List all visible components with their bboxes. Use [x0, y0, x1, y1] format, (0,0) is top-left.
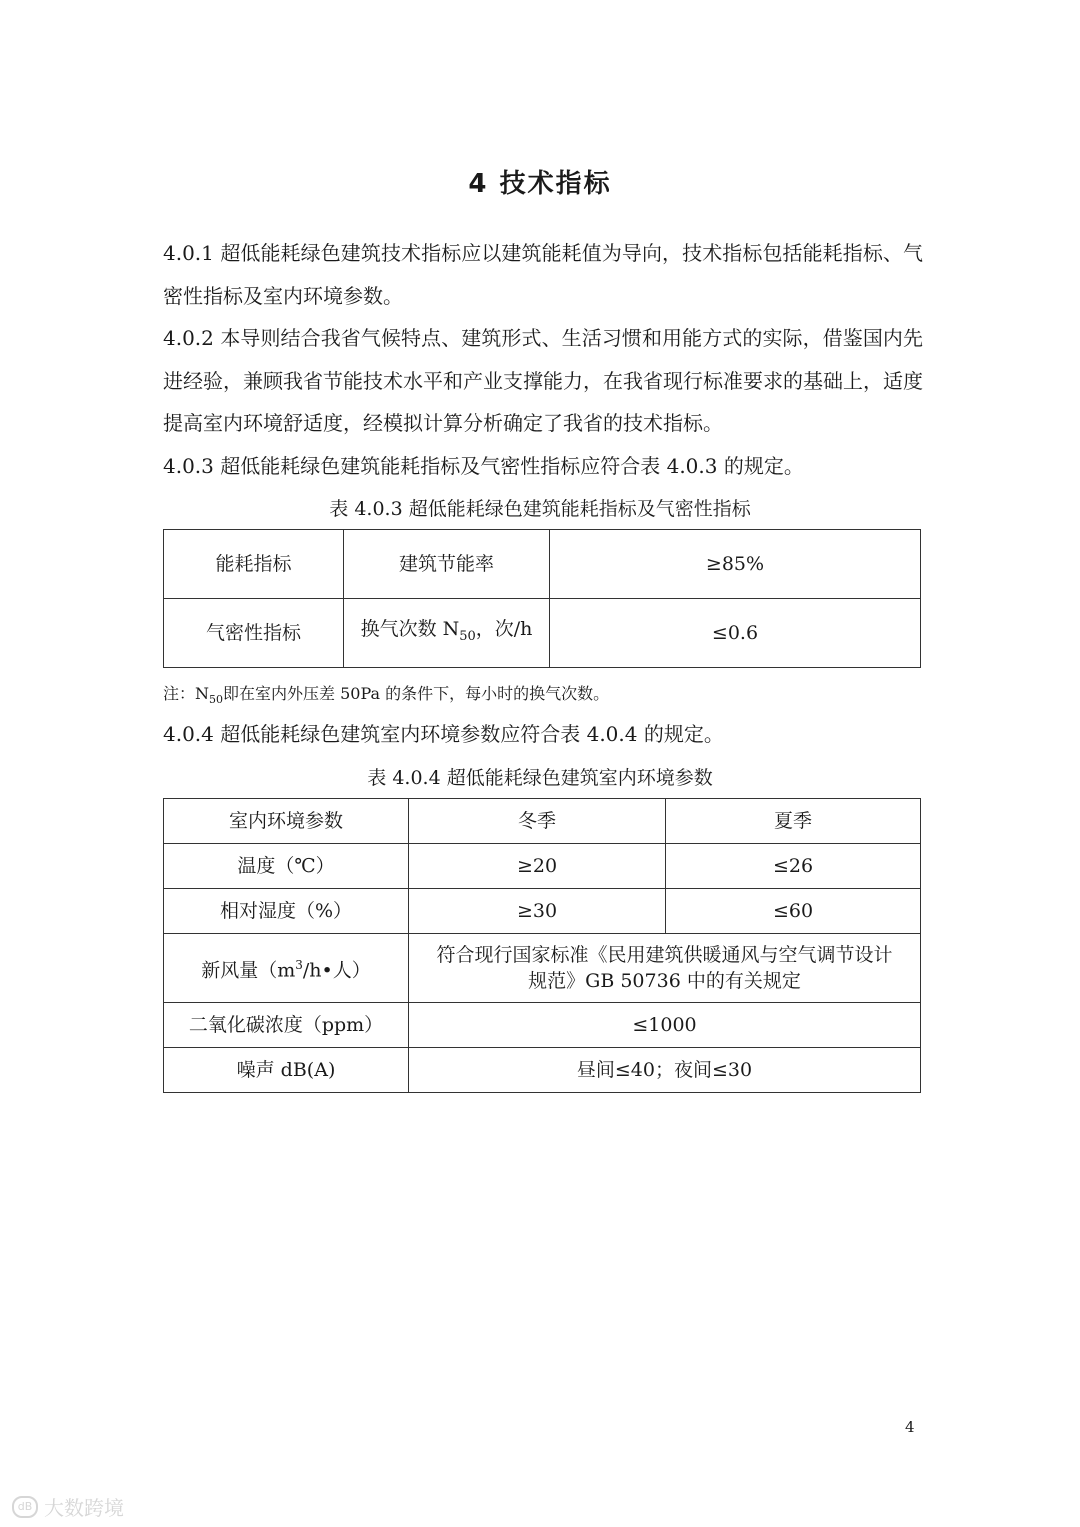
table-cell: 相对湿度（%） [164, 889, 409, 934]
table1-caption: 表 4.0.3 超低能耗绿色建筑能耗指标及气密性指标 [329, 498, 751, 520]
cell-text: 新风量（m [201, 959, 296, 982]
table-row [164, 1003, 921, 1048]
table-cell: ≤60 [666, 889, 921, 934]
table-cell: ≤26 [666, 844, 921, 889]
cell-text: /h•人） [302, 959, 371, 982]
table-cell: 气密性指标 [164, 599, 344, 668]
table-cell: ≤0.6 [550, 599, 921, 668]
paragraph-4-0-3: 4.0.3 超低能耗绿色建筑能耗指标及气密性指标应符合表 4.0.3 的规定。 [163, 454, 804, 478]
table-cell: 噪声 dB(A) [164, 1048, 409, 1093]
table-header-cell: 室内环境参数 [164, 799, 409, 844]
table-cell [344, 599, 550, 668]
cell-text-line: 符合现行国家标准《民用建筑供暖通风与空气调节设计 [436, 944, 893, 966]
energy-airtightness-table [163, 529, 921, 668]
cell-text-line: 规范》GB 50736 中的有关规定 [528, 970, 801, 992]
table-cell: ≤1000 [409, 1003, 921, 1048]
table-row [164, 530, 921, 599]
table-row [164, 599, 921, 668]
table2-caption: 表 4.0.4 超低能耗绿色建筑室内环境参数 [367, 767, 713, 789]
table-cell: 建筑节能率 [344, 530, 550, 599]
cell-text: 换气次数 N [360, 618, 460, 641]
subscript: 50 [209, 693, 224, 707]
table-row [164, 934, 921, 1003]
subscript: 50 [459, 628, 476, 644]
watermark [12, 1492, 124, 1521]
cell-text: ，次/h [475, 618, 533, 641]
table1-note [163, 681, 609, 706]
table-header-cell: 夏季 [666, 799, 921, 844]
table-row [164, 844, 921, 889]
indoor-environment-table [163, 798, 921, 1093]
table-header-cell: 冬季 [409, 799, 666, 844]
table-row [164, 799, 921, 844]
table-cell [409, 934, 921, 1003]
table-cell: ≥30 [409, 889, 666, 934]
note-text: 即在室内外压差 50Pa 的条件下，每小时的换气次数。 [223, 684, 610, 703]
superscript: 3 [295, 958, 303, 973]
paragraph-4-0-1: 4.0.1 超低能耗绿色建筑技术指标应以建筑能耗值为导向，技术指标包括能耗指标、气密性指标及室内环境参数。 [163, 241, 923, 308]
watermark-logo-icon: dB [12, 1496, 38, 1518]
paragraph-4-0-4: 4.0.4 超低能耗绿色建筑室内环境参数应符合表 4.0.4 的规定。 [163, 722, 724, 746]
watermark-text: 大数跨境 [44, 1496, 124, 1520]
table-cell: ≥85% [550, 530, 921, 599]
table-cell: 昼间≤40；夜间≤30 [409, 1048, 921, 1093]
paragraph-4-0-2: 4.0.2 本导则结合我省气候特点、建筑形式、生活习惯和用能方式的实际，借鉴国内先进经验，兼顾我省节能技术水平和产业支撑能力，在我省现行标准要求的基础上，适度提高室内环境舒适度，经模拟计算分析确定了我省的技术指标。 [163, 326, 923, 435]
table-row [164, 1048, 921, 1093]
note-text: 注：N [163, 684, 210, 703]
table-cell [164, 934, 409, 1003]
section-title: 4 技术指标 [468, 169, 612, 199]
table-cell: 二氧化碳浓度（ppm） [164, 1003, 409, 1048]
table-cell: ≥20 [409, 844, 666, 889]
table-row [164, 889, 921, 934]
page-number: 4 [905, 1418, 915, 1436]
table-cell: 能耗指标 [164, 530, 344, 599]
table-cell: 温度（℃） [164, 844, 409, 889]
